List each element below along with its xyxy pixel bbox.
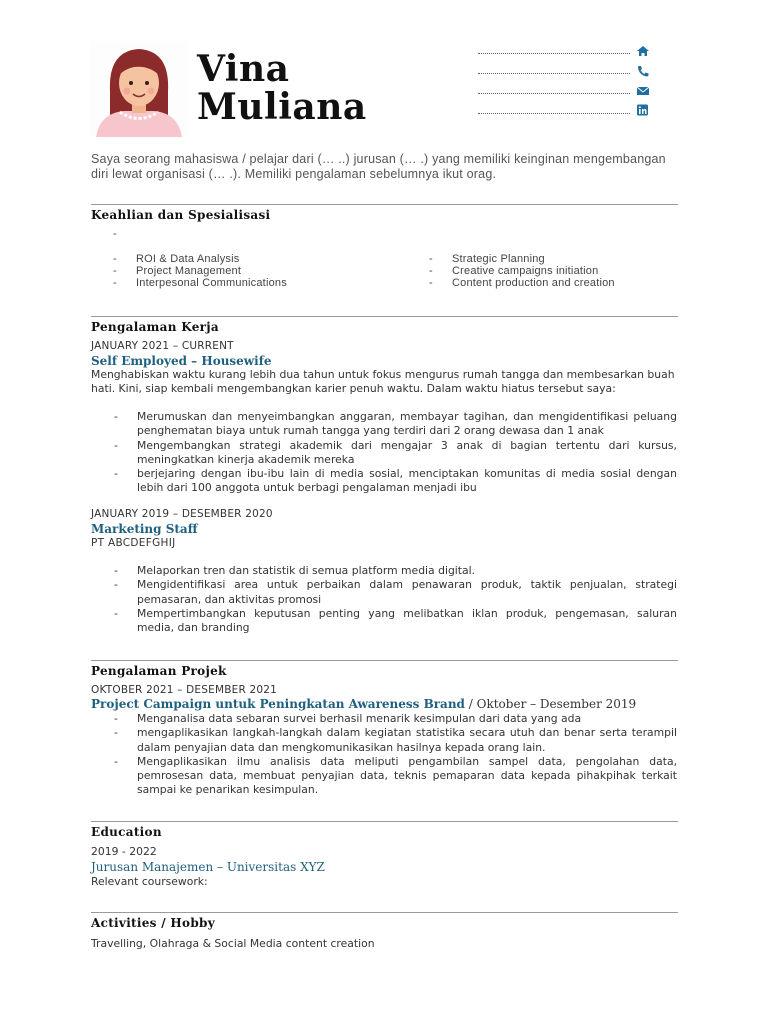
bullet-text: Merumuskan dan menyeimbangkan anggaran, membayar tagihan, dan mengidentifikasi peluang penghematan biaya untuk rumah tangga yang terdiri dari 2 orang dewasa dan 1 anak xyxy=(137,410,677,438)
list-item xyxy=(91,755,677,798)
contact-address-line xyxy=(478,53,630,54)
education-years: 2019 - 2022 xyxy=(91,845,157,858)
list-item xyxy=(91,564,677,578)
bullet-dash: - xyxy=(114,578,118,592)
job-title: Marketing Staff xyxy=(91,522,198,536)
skill-item: Strategic Planning xyxy=(452,253,545,265)
job-date: JANUARY 2021 – CURRENT xyxy=(91,340,234,352)
bullet-dash: - xyxy=(114,754,118,768)
contact-email-line xyxy=(478,93,630,94)
bullet-dash: - xyxy=(114,726,118,740)
job-date: JANUARY 2019 – DESEMBER 2020 xyxy=(91,508,273,520)
section-title-activities: Activities / Hobby xyxy=(91,916,215,930)
skills-empty-bullet: - xyxy=(113,228,117,240)
bullet-dash: - xyxy=(114,712,118,725)
project-bullets xyxy=(91,712,677,798)
mail-icon xyxy=(636,82,650,94)
education-school: Jurusan Manajemen – Universitas XYZ xyxy=(91,860,325,874)
company-name: PT ABCDEFGHIJ xyxy=(91,537,176,549)
job-bullets xyxy=(91,410,677,496)
bullet-dash: - xyxy=(114,467,118,481)
skill-bullet: - xyxy=(429,265,433,277)
bullet-text: Mengembangkan strategi akademik dari mengajar 3 anak di bagian tertentu dari kursus, meningkatkan kinerja akademik mereka xyxy=(137,438,677,466)
linkedin-icon xyxy=(636,101,650,113)
bullet-dash: - xyxy=(114,410,118,423)
avatar xyxy=(90,41,188,137)
skill-item: Content production and creation xyxy=(452,277,615,289)
divider xyxy=(91,660,678,661)
job-title: Self Employed – Housewife xyxy=(91,354,272,368)
list-item xyxy=(91,712,677,726)
list-item xyxy=(91,578,677,607)
project-period: / Oktober – Desember 2019 xyxy=(464,697,637,711)
skill-item: Creative campaigns initiation xyxy=(452,265,599,277)
section-title-education: Education xyxy=(91,825,162,839)
divider xyxy=(91,912,678,913)
section-title-skills: Keahlian dan Spesialisasi xyxy=(91,208,271,222)
job-bullets xyxy=(91,564,677,635)
first-name: Vina xyxy=(197,48,290,90)
intro-text: Saya seorang mahasiswa / pelajar dari (… ..) jurusan (… .) yang memiliki keinginan mengembangan diri lewat organisasi (… .). Memiliki pengalaman sebelumnya ikut orag. xyxy=(91,152,666,181)
bullet-dash: - xyxy=(114,606,118,620)
skill-bullet: - xyxy=(113,265,117,277)
skill-bullet: - xyxy=(113,277,117,289)
bullet-text: Menganalisa data sebaran survei berhasil menarik kesimpulan dari data yang ada xyxy=(137,712,582,725)
section-title-projects: Pengalaman Projek xyxy=(91,664,227,678)
skill-item: ROI & Data Analysis xyxy=(136,253,240,265)
bullet-dash: - xyxy=(114,438,118,452)
bullet-text: mengaplikasikan langkah-langkah dalam kegiatan statistika secara utuh dan benar serta terampil dalam penyajian data dan mengkomunikasikan hasilnya kepada orang lain. xyxy=(137,726,677,754)
home-icon xyxy=(636,42,650,54)
skill-item: Project Management xyxy=(136,265,242,277)
bullet-dash: - xyxy=(114,564,118,577)
skill-item: Interpesonal Communications xyxy=(136,277,287,289)
list-item xyxy=(91,726,677,755)
divider xyxy=(91,821,678,822)
divider xyxy=(91,204,678,205)
skill-bullet: - xyxy=(429,253,433,265)
activities-text: Travelling, Olahraga & Social Media content creation xyxy=(91,937,375,950)
job-summary: Menghabiskan waktu kurang lebih dua tahun untuk fokus mengurus rumah tangga dan membesarkan buah hati. Kini, siap kembali mengembangkan karier penuh waktu. Dalam waktu hiatus tersebut saya: xyxy=(91,368,675,396)
project-date: OKTOBER 2021 – DESEMBER 2021 xyxy=(91,684,278,696)
skill-bullet: - xyxy=(113,253,117,265)
bullet-text: Mengaplikasikan ilmu analisis data meliputi pengambilan sampel data, pengolahan data, pemrosesan data, membuat penyajian data, teknis pemaparan data kepada pihakpihak terkait sampai ke penarikan kesimpulan. xyxy=(137,754,677,797)
last-name: Muliana xyxy=(197,86,367,128)
list-item xyxy=(91,410,677,439)
list-item xyxy=(91,467,677,496)
project-title: Project Campaign untuk Peningkatan Awareness Brand xyxy=(91,697,465,711)
list-item xyxy=(91,439,677,468)
contact-phone-line xyxy=(478,73,630,74)
bullet-text: berjejaring dengan ibu-ibu lain di media sosial, menciptakan komunitas di media sosial dengan lebih dari 100 anggota untuk berbagi pengalaman menjadi ibu xyxy=(137,467,677,495)
project-heading xyxy=(91,697,636,711)
contact-linkedin-line xyxy=(478,113,630,114)
bullet-text: Mempertimbangkan keputusan penting yang melibatkan iklan produk, pengemasan, saluran media, dan branding xyxy=(137,606,677,635)
section-title-experience: Pengalaman Kerja xyxy=(91,320,219,334)
phone-icon xyxy=(636,62,650,74)
list-item xyxy=(91,607,677,636)
bullet-text: Mengidentifikasi area untuk perbaikan dalam penawaran produk, taktik penjualan, strategi pemasaran, dan aktivitas promosi xyxy=(137,578,677,606)
education-coursework: Relevant coursework: xyxy=(91,875,208,888)
skill-bullet: - xyxy=(429,277,433,289)
divider xyxy=(91,316,678,317)
bullet-text: Melaporkan tren dan statistik di semua platform media digital. xyxy=(137,564,476,577)
